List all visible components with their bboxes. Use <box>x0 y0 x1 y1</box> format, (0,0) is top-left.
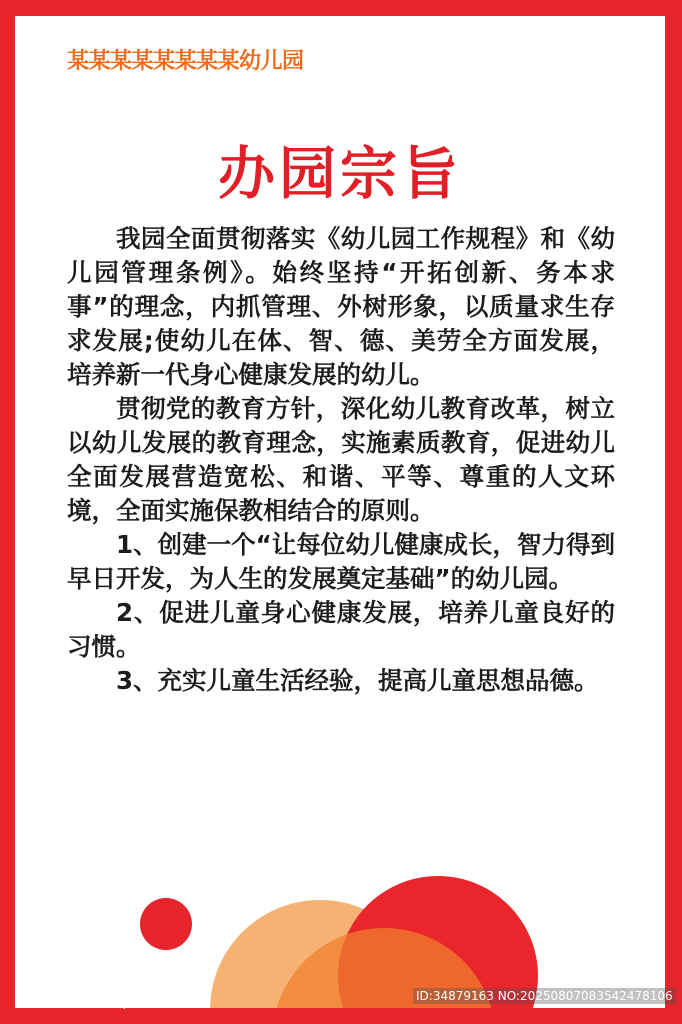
paragraph-5: 3、充实儿童生活经验，提高儿童思想品德。 <box>116 666 599 695</box>
page-title: 办园宗旨 <box>218 141 462 207</box>
watermark-url: www.nipic.com <box>76 995 174 1010</box>
watermark-brand: 昵享网 <box>18 990 72 1011</box>
paragraph-1: 我园全面贯彻落实《幼儿园工作规程》和《幼儿园管理条例》。始终坚持“开拓创新、务本求事”的理念，内抓管理、外树形象，以质量求生存求发展;使幼儿在体、智、德、美劳全方面发展，培养新一代身心健康发展的幼儿。 <box>67 224 615 389</box>
paragraph-3: 1、创建一个“让每位幼儿健康成长，智力得到早日开发，为人生的发展奠定基础”的幼儿园。 <box>67 530 615 593</box>
watermark-logo <box>18 986 174 1012</box>
small-red-circle <box>140 898 192 950</box>
kindergarten-name: 某某某某某某某某幼儿园 <box>67 49 304 74</box>
paragraph-2: 贯彻党的教育方针，深化幼儿教育改革，树立以幼儿发展的教育理念，实施素质教育，促进幼儿全面发展营造宽松、和谐、平等、尊重的人文环境，全面实施保教相结合的原则。 <box>67 394 615 525</box>
paragraph-4: 2、促进儿童身心健康发展，培养儿童良好的习惯。 <box>67 598 615 661</box>
image-id-label: ID:34879163 NO:20250807083542478106 <box>413 988 676 1004</box>
